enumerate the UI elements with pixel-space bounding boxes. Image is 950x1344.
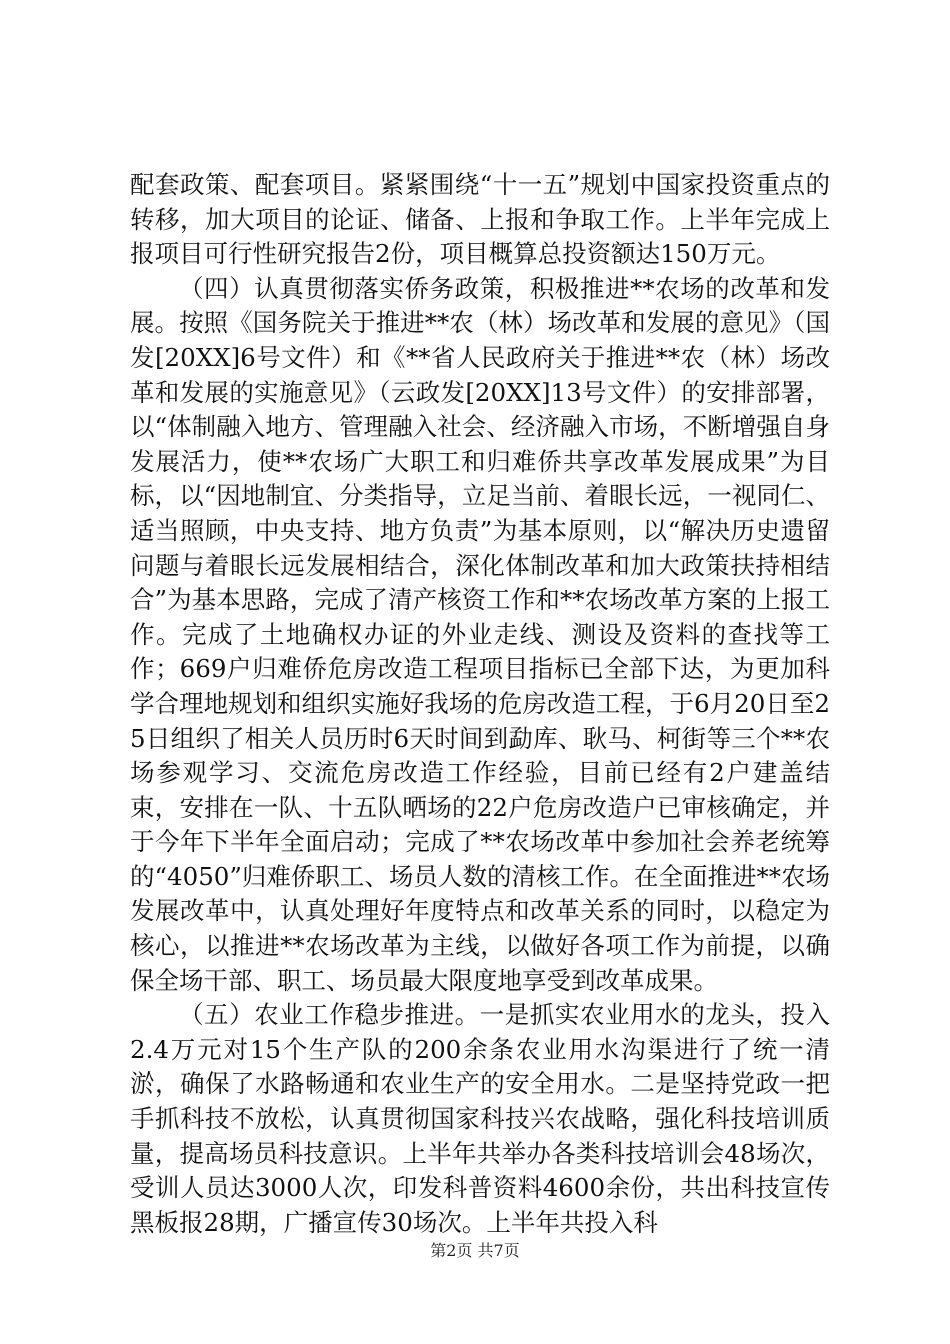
page-number-footer: 第2页 共7页 [430, 1241, 520, 1260]
paragraph-1: 配套政策、配套项目。紧紧围绕“十一五”规划中国家投资重点的转移，加大项目的论证、储备、上报和争取工作。上半年完成上报项目可行性研究报告2份，项目概算总投资额达150万元。 [130, 170, 830, 269]
paragraph-3: （五）农业工作稳步推进。一是抓实农业用水的龙头，投入2.4万元对15个生产队的200余条农业用水沟渠进行了统一清淤，确保了水路畅通和农业生产的安全用水。二是坚持党政一把手抓科技不放松，认真贯彻国家科技兴农战略，强化科技培训质量，提高场员科技意识。上半年共举办各类科技培训会48场次，受训人员达3000人次，印发科普资料4600余份，共出科技宣传黑板报28期，广播宣传30场次。上半年共投入科 [130, 1000, 830, 1237]
document-body [130, 168, 830, 1240]
paragraph-2: （四）认真贯彻落实侨务政策，积极推进**农场的改革和发展。按照《国务院关于推进**农（林）场改革和发展的意见》（国发[20XX]6号文件）和《**省人民政府关于推进**农（林）场改革和发展的实施意见》（云政发[20XX]13号文件）的安排部署，以“体制融入地方、管理融入社会、经济融入市场，不断增强自身发展活力，使**农场广大职工和归难侨共享改革发展成果”为目标，以“因地制宜、分类指导，立足当前、着眼长远，一视同仁、适当照顾，中央支持、地方负责”为基本原则，以“解决历史遗留问题与着眼长远发展相结合，深化体制改革和加大政策扶持相结合”为基本思路，完成了清产核资工作和**农场改革方案的上报工作。完成了土地确权办证的外业走线、测设及资料的查找等工作；669户归难侨危房改造工程项目指标已全部下达，为更加科学合理地规划和组织实施好我场的危房改造工程，于6月20日至25日组织了相关人员历时6天时间到勐库、耿马、柯街等三个**农场参观学习、交流危房改造工作经验，目前已经有2户建盖结束，安排在一队、十五队晒场的22户危房改造户已审核确定，并于今年下半年全面启动；完成了**农场改革中参加社会养老统筹的“4050”归难侨职工、场员人数的清核工作。在全面推进**农场发展改革中，认真处理好年度特点和改革关系的同时，以稳定为核心，以推进**农场改革为主线，以做好各项工作为前提，以确保全场干部、职工、场员最大限度地享受到改革成果。 [130, 273, 830, 995]
